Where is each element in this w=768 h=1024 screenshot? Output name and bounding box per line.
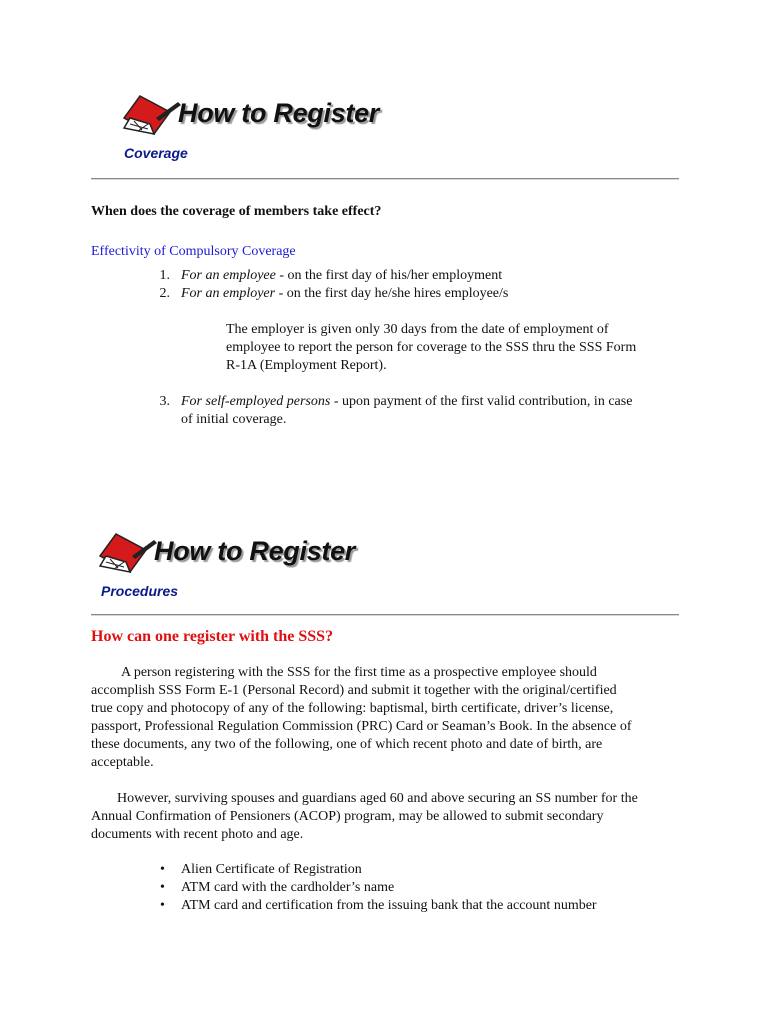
list-item: Alien Certificate of Registration <box>181 862 362 877</box>
bullet-icon: • <box>160 898 165 913</box>
divider <box>91 614 679 616</box>
banner-title: How to Register <box>178 98 380 128</box>
list-item-term: For an employee <box>181 268 276 283</box>
employer-note-line: employee to report the person for coverage to the SSS thru the SSS Form <box>226 340 637 355</box>
paragraph-line: Annual Confirmation of Pensioners (ACOP) program, may be allowed to submit secondary <box>91 809 604 824</box>
coverage-question: When does the coverage of members take effect? <box>91 204 382 219</box>
paragraph-line: accomplish SSS Form E-1 (Personal Record) and submit it together with the original/certified <box>91 683 617 698</box>
list-item-text: - on the first day of his/her employment <box>275 268 503 283</box>
list-item-number: 1. <box>159 268 170 283</box>
list-item-term: For self-employed persons <box>181 394 331 409</box>
coverage-subheading: Effectivity of Compulsory Coverage <box>91 244 296 259</box>
banner-coverage <box>120 94 420 164</box>
list-item <box>181 393 632 411</box>
banner-subtitle: Procedures <box>101 583 179 599</box>
employer-note-line: The employer is given only 30 days from the date of employment of <box>226 322 609 337</box>
list-item-term: For an employer <box>181 286 276 301</box>
paragraph-line: However, surviving spouses and guardians aged 60 and above securing an SS number for the <box>117 791 638 806</box>
list-item-continuation: of initial coverage. <box>181 412 287 427</box>
paragraph-line: passport, Professional Regulation Commission (PRC) Card or Seaman’s Book. In the absence of <box>91 719 632 734</box>
list-item-number: 2. <box>159 286 170 301</box>
list-item: ATM card and certification from the issuing bank that the account number <box>181 898 597 913</box>
register-logo-icon <box>96 532 158 580</box>
register-logo-icon <box>120 94 182 142</box>
bullet-icon: • <box>160 880 165 895</box>
paragraph-line: true copy and photocopy of any of the following: baptismal, birth certificate, driver’s license, <box>91 701 614 716</box>
banner-procedures <box>96 532 416 602</box>
paragraph-line: these documents, any two of the following, one of which recent photo and date of birth, are <box>91 737 603 752</box>
paragraph-line: A person registering with the SSS for the first time as a prospective employee should <box>121 665 597 680</box>
list-item-number: 3. <box>159 394 170 409</box>
employer-note-line: R-1A (Employment Report). <box>226 358 387 373</box>
banner-title: How to Register <box>154 536 356 566</box>
list-item <box>181 285 508 303</box>
paragraph-line: acceptable. <box>91 755 154 770</box>
divider <box>91 178 679 180</box>
banner-subtitle: Coverage <box>124 145 188 161</box>
list-item: ATM card with the cardholder’s name <box>181 880 395 895</box>
procedures-heading: How can one register with the SSS? <box>91 628 334 645</box>
bullet-icon: • <box>160 862 165 877</box>
list-item-text: - on the first day he/she hires employee/s <box>275 286 509 301</box>
paragraph-line: documents with recent photo and age. <box>91 827 304 842</box>
list-item <box>181 267 502 285</box>
list-item-text: - upon payment of the first valid contribution, in case <box>330 394 633 409</box>
